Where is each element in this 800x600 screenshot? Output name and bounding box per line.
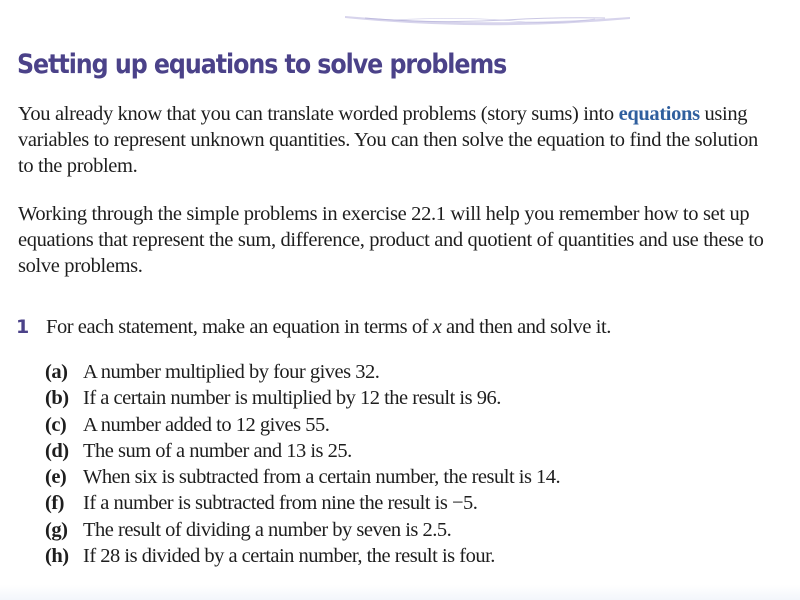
- decorative-swoosh-graphic: [345, 14, 630, 30]
- subitem-text: A number multiplied by four gives 32.: [83, 361, 380, 383]
- subitem-text: The sum of a number and 13 is 25.: [83, 439, 352, 462]
- subitem-a: [45, 359, 560, 385]
- subitem-d: [45, 438, 560, 464]
- subitem-label: (a): [45, 361, 68, 383]
- subitem-text: If 28 is divided by a certain number, the result is four.: [83, 545, 495, 568]
- subitem-text: When six is subtracted from a certain number, the result is 14.: [83, 466, 561, 489]
- paragraph-line: to the problem.: [18, 155, 138, 177]
- paragraph-line: variables to represent unknown quantities. You can then solve the equation to find the solution: [18, 129, 758, 151]
- subitem-b: [45, 385, 560, 411]
- page-bottom-shading: [0, 585, 800, 600]
- text-run: You already know that you can translate worded problems (story sums) into: [18, 103, 619, 125]
- subitem-text: If a number is subtracted from nine the result is −5.: [83, 492, 478, 515]
- text-run: using: [699, 103, 748, 125]
- exercise-question-1: [16, 316, 611, 339]
- intro-paragraph-2: [18, 201, 764, 279]
- subitem-g: [45, 517, 560, 543]
- subitem-label: (c): [45, 413, 67, 436]
- section-heading: Setting up equations to solve problems: [17, 49, 507, 80]
- text-run: For each statement, make an equation in terms of: [46, 316, 433, 338]
- intro-paragraph-1: [18, 101, 758, 179]
- paragraph-line: equations that represent the sum, difference, product and quotient of quantities and use these to: [18, 229, 764, 251]
- variable-x: x: [432, 316, 442, 338]
- question-subitems-list: [45, 359, 560, 569]
- keyword-equations: equations: [618, 103, 700, 125]
- subitem-text: The result of dividing a number by seven is 2.5.: [83, 518, 452, 541]
- question-text: [46, 316, 611, 338]
- subitem-f: [45, 490, 560, 516]
- subitem-h: [45, 543, 560, 569]
- paragraph-line: Working through the simple problems in exercise 22.1 will help you remember how to set up: [18, 203, 750, 225]
- subitem-label: (h): [45, 545, 69, 568]
- subitem-label: (f): [45, 492, 64, 515]
- subitem-label: (g): [45, 518, 68, 541]
- subitem-label: (d): [45, 439, 69, 462]
- question-number: 1: [16, 316, 29, 338]
- subitem-e: [45, 464, 560, 490]
- paragraph-line: solve problems.: [18, 255, 143, 277]
- subitem-text: If a certain number is multiplied by 12 the result is 96.: [83, 387, 501, 410]
- subitem-c: [45, 412, 560, 438]
- subitem-label: (e): [45, 466, 67, 489]
- paragraph-line: [18, 101, 758, 127]
- text-run: and then and solve it.: [441, 316, 611, 338]
- subitem-text: A number added to 12 gives 55.: [83, 413, 330, 436]
- subitem-label: (b): [45, 387, 69, 410]
